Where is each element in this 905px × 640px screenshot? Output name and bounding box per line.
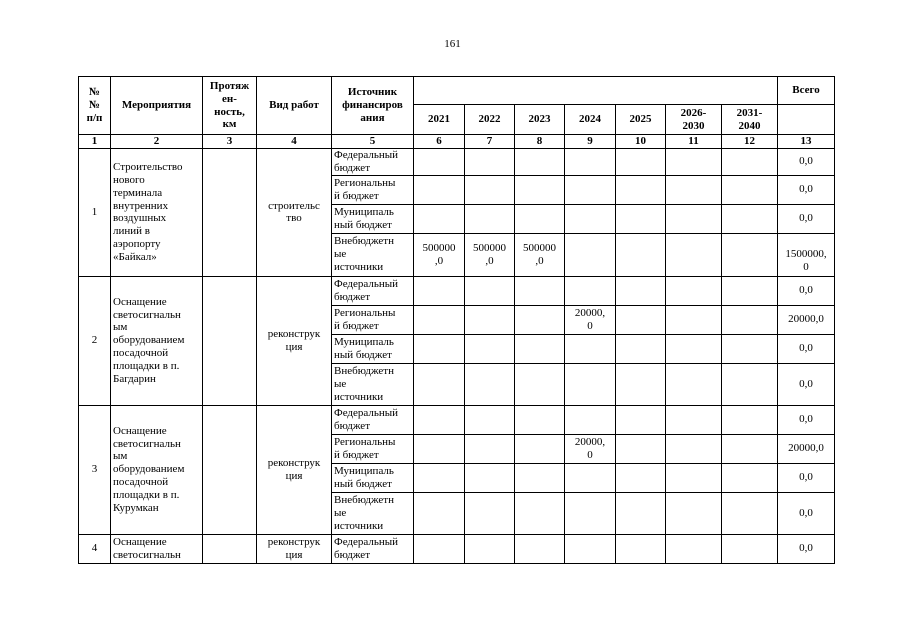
length-cell: [203, 534, 257, 563]
year-value: [666, 405, 722, 434]
year-value: [515, 492, 565, 534]
funding-source: Муниципаль ный бюджет: [332, 204, 414, 233]
year-value: [616, 334, 666, 363]
year-value: [565, 534, 616, 563]
total-value: 0,0: [778, 175, 835, 204]
column-number: 3: [203, 135, 257, 149]
year-value: [722, 276, 778, 305]
event-name: Оснащение светосигнальн: [111, 534, 203, 563]
year-value: [414, 276, 465, 305]
funding-source: Региональны й бюджет: [332, 434, 414, 463]
year-value: [666, 434, 722, 463]
funding-source: Федеральный бюджет: [332, 276, 414, 305]
year-value: [666, 334, 722, 363]
year-value: [666, 276, 722, 305]
year-value: [722, 305, 778, 334]
header-num: № № п/п: [79, 77, 111, 135]
year-value: 20000, 0: [565, 305, 616, 334]
year-value: [565, 463, 616, 492]
length-cell: [203, 405, 257, 534]
year-value: [666, 492, 722, 534]
year-value: [515, 149, 565, 176]
column-number: 9: [565, 135, 616, 149]
total-value: 0,0: [778, 405, 835, 434]
event-name: Строительство нового терминала внутренних воздушных линий в аэропорту «Байкал»: [111, 149, 203, 277]
funding-source: Внебюджетн ые источники: [332, 363, 414, 405]
page-number: 161: [444, 38, 461, 50]
total-value: 0,0: [778, 276, 835, 305]
header-total-empty: [778, 105, 835, 135]
year-value: [515, 363, 565, 405]
year-value: [722, 204, 778, 233]
year-value: [465, 149, 515, 176]
year-value: [515, 276, 565, 305]
year-value: 500000 ,0: [465, 233, 515, 276]
year-value: [666, 149, 722, 176]
funding-source: Региональны й бюджет: [332, 305, 414, 334]
work-type: реконструк ция: [257, 276, 332, 405]
year-value: [722, 233, 778, 276]
year-value: 20000, 0: [565, 434, 616, 463]
header-year: 2021: [414, 105, 465, 135]
year-value: [616, 492, 666, 534]
year-value: [414, 534, 465, 563]
total-value: 20000,0: [778, 434, 835, 463]
funding-source: Внебюджетн ые источники: [332, 492, 414, 534]
table-row: [79, 276, 835, 305]
header-year: 2025: [616, 105, 666, 135]
year-value: [465, 363, 515, 405]
column-number: 2: [111, 135, 203, 149]
funding-source: Муниципаль ный бюджет: [332, 463, 414, 492]
header-work-type: Вид работ: [257, 77, 332, 135]
year-value: [414, 363, 465, 405]
column-number: 6: [414, 135, 465, 149]
year-value: [616, 405, 666, 434]
year-value: [515, 405, 565, 434]
header-total: Всего: [778, 77, 835, 105]
funding-source: Федеральный бюджет: [332, 405, 414, 434]
work-type: реконструк ция: [257, 405, 332, 534]
total-value: 0,0: [778, 149, 835, 176]
year-value: [616, 434, 666, 463]
year-value: [616, 149, 666, 176]
header-year: 2024: [565, 105, 616, 135]
year-value: [666, 463, 722, 492]
row-index: 1: [79, 149, 111, 277]
length-cell: [203, 149, 257, 277]
year-value: [666, 233, 722, 276]
header-source: Источник финансиров ания: [332, 77, 414, 135]
year-value: [465, 405, 515, 434]
column-number: 10: [616, 135, 666, 149]
year-value: [414, 492, 465, 534]
header-year: 2031- 2040: [722, 105, 778, 135]
column-number: 7: [465, 135, 515, 149]
year-value: [565, 276, 616, 305]
header-year: 2026- 2030: [666, 105, 722, 135]
year-value: [722, 492, 778, 534]
work-type: строительс тво: [257, 149, 332, 277]
funding-source: Муниципаль ный бюджет: [332, 334, 414, 363]
row-index: 2: [79, 276, 111, 405]
header-year: 2023: [515, 105, 565, 135]
total-value: 0,0: [778, 492, 835, 534]
year-value: [414, 334, 465, 363]
length-cell: [203, 276, 257, 405]
year-value: [616, 305, 666, 334]
total-value: 0,0: [778, 534, 835, 563]
year-value: [414, 405, 465, 434]
financing-table: [78, 76, 835, 564]
year-value: [616, 363, 666, 405]
year-value: [666, 363, 722, 405]
year-value: 500000 ,0: [414, 233, 465, 276]
year-value: [616, 175, 666, 204]
row-index: 4: [79, 534, 111, 563]
year-value: [565, 204, 616, 233]
year-value: 500000 ,0: [515, 233, 565, 276]
year-value: [722, 434, 778, 463]
year-value: [722, 463, 778, 492]
year-value: [616, 276, 666, 305]
year-value: [722, 534, 778, 563]
year-value: [414, 204, 465, 233]
year-value: [616, 204, 666, 233]
total-value: 1500000, 0: [778, 233, 835, 276]
total-value: 20000,0: [778, 305, 835, 334]
year-value: [515, 534, 565, 563]
year-value: [515, 463, 565, 492]
total-value: 0,0: [778, 463, 835, 492]
year-value: [722, 149, 778, 176]
column-number: 11: [666, 135, 722, 149]
table-row: [79, 534, 835, 563]
header-event: Мероприятия: [111, 77, 203, 135]
funding-source: Внебюджетн ые источники: [332, 233, 414, 276]
funding-source: Федеральный бюджет: [332, 534, 414, 563]
year-value: [465, 463, 515, 492]
year-value: [565, 363, 616, 405]
column-number: 8: [515, 135, 565, 149]
column-number: 12: [722, 135, 778, 149]
column-number: 5: [332, 135, 414, 149]
funding-source: Региональны й бюджет: [332, 175, 414, 204]
year-value: [565, 149, 616, 176]
year-value: [465, 305, 515, 334]
year-value: [666, 534, 722, 563]
total-value: 0,0: [778, 363, 835, 405]
year-value: [616, 463, 666, 492]
year-value: [515, 434, 565, 463]
year-value: [666, 305, 722, 334]
year-value: [414, 305, 465, 334]
year-value: [465, 534, 515, 563]
year-value: [465, 204, 515, 233]
year-value: [465, 276, 515, 305]
total-value: 0,0: [778, 204, 835, 233]
year-value: [465, 492, 515, 534]
table-header: [79, 77, 835, 149]
year-value: [465, 175, 515, 204]
year-value: [414, 149, 465, 176]
year-value: [565, 405, 616, 434]
year-value: [616, 534, 666, 563]
year-value: [414, 434, 465, 463]
year-value: [722, 175, 778, 204]
table-row: [79, 405, 835, 434]
column-number: 4: [257, 135, 332, 149]
year-value: [414, 175, 465, 204]
work-type: реконструк ция: [257, 534, 332, 563]
year-value: [722, 334, 778, 363]
header-length: Протяж ен- ность, км: [203, 77, 257, 135]
year-value: [666, 175, 722, 204]
table-row: [79, 149, 835, 176]
year-value: [666, 204, 722, 233]
year-value: [465, 334, 515, 363]
year-value: [722, 363, 778, 405]
year-value: [515, 204, 565, 233]
year-value: [565, 492, 616, 534]
column-number: 1: [79, 135, 111, 149]
year-value: [565, 334, 616, 363]
table-body: [79, 149, 835, 564]
year-value: [616, 233, 666, 276]
year-value: [565, 175, 616, 204]
year-value: [465, 434, 515, 463]
total-value: 0,0: [778, 334, 835, 363]
column-number: 13: [778, 135, 835, 149]
funding-source: Федеральный бюджет: [332, 149, 414, 176]
year-value: [515, 305, 565, 334]
year-value: [414, 463, 465, 492]
event-name: Оснащение светосигнальн ым оборудованием посадочной площадки в п. Багдарин: [111, 276, 203, 405]
year-value: [515, 334, 565, 363]
year-value: [565, 233, 616, 276]
header-year: 2022: [465, 105, 515, 135]
column-numbers-row: [79, 135, 835, 149]
row-index: 3: [79, 405, 111, 534]
year-value: [515, 175, 565, 204]
event-name: Оснащение светосигнальн ым оборудованием посадочной площадки в п. Курумкан: [111, 405, 203, 534]
header-years-group: [414, 77, 778, 105]
year-value: [722, 405, 778, 434]
